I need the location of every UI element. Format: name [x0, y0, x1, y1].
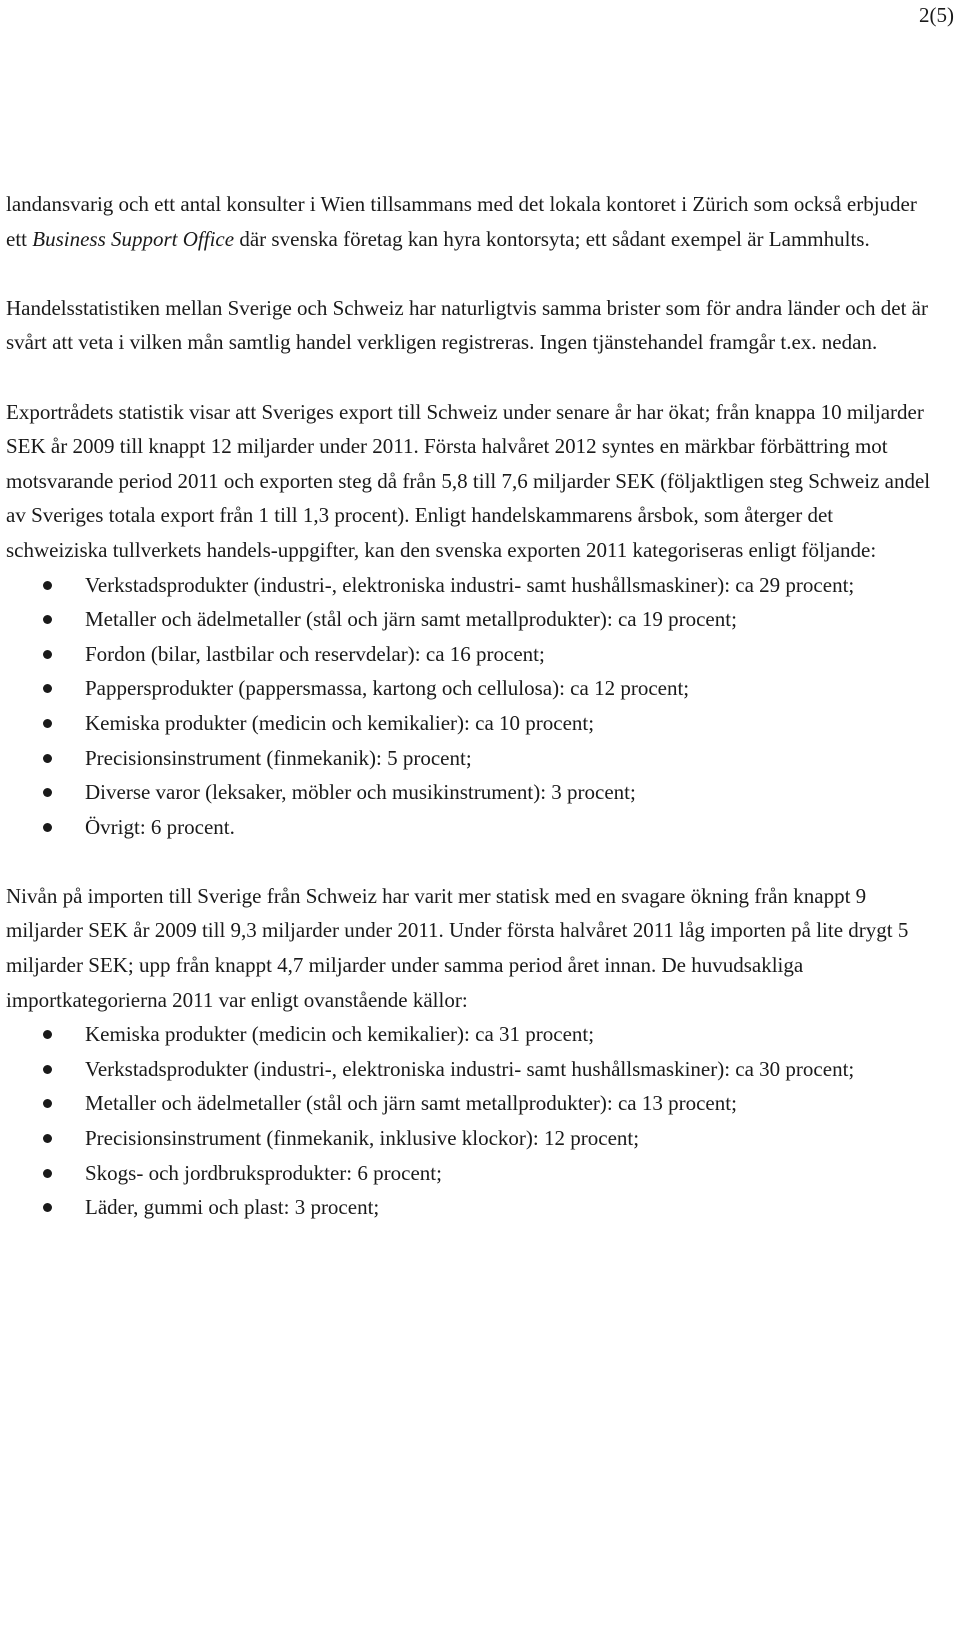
list-item — [6, 775, 936, 810]
list-item-text: Precisionsinstrument (finmekanik, inklusive klockor): 12 procent; — [85, 1126, 640, 1151]
bullet-icon — [43, 1030, 52, 1039]
bullet-icon — [43, 823, 52, 832]
business-support-office-term: Business Support Office — [32, 226, 235, 251]
list-item-text: Diverse varor (leksaker, möbler och musikinstrument): 3 procent; — [85, 780, 636, 805]
list-item — [6, 1190, 936, 1225]
list-item — [6, 810, 936, 845]
list-item-text: Kemiska produkter (medicin och kemikalier): ca 31 procent; — [85, 1022, 595, 1047]
paragraph-import: Nivån på importen till Sverige från Schweiz har varit mer statisk med en svagare ökning från knappt 9 miljarder SEK år 2009 till 9,3 miljarder under 2011. Under första halvåret 2011 låg importen på lite drygt 5 miljarder SEK; upp från knappt 4,7 miljarder under samma period året innan. De huvudsakliga importkategorierna 2011 var enligt ovanstående källor: — [6, 883, 909, 1012]
list-item — [6, 1052, 936, 1087]
list-item-text: Verkstadsprodukter (industri-, elektroniska industri- samt hushållsmaskiner): ca 30 procent; — [85, 1056, 855, 1081]
paragraph-intro-text-2: där svenska företag kan hyra kontorsyta; ett sådant exempel är Lammhults. — [234, 226, 870, 251]
bullet-icon — [43, 719, 52, 728]
list-item — [6, 602, 936, 637]
list-item — [6, 741, 936, 776]
bullet-icon — [43, 1169, 52, 1178]
list-item-text: Läder, gummi och plast: 3 procent; — [85, 1195, 380, 1220]
bullet-icon — [43, 754, 52, 763]
bullet-icon — [43, 1203, 52, 1212]
list-item-text: Skogs- och jordbruksprodukter: 6 procent; — [85, 1160, 442, 1185]
bullet-icon — [43, 581, 52, 590]
list-item — [6, 1156, 936, 1191]
export-category-list — [6, 568, 936, 845]
bullet-icon — [43, 1099, 52, 1108]
list-item — [6, 1086, 936, 1121]
bullet-icon — [43, 615, 52, 624]
bullet-icon — [43, 684, 52, 693]
bullet-icon — [43, 650, 52, 659]
list-item-text: Övrigt: 6 procent. — [85, 814, 235, 839]
list-item — [6, 706, 936, 741]
page-number: 2(5) — [919, 3, 954, 27]
list-item — [6, 671, 936, 706]
paragraph-export: Exportrådets statistik visar att Sveriges export till Schweiz under senare år har ökat; från knappa 10 miljarder SEK år 2009 till knappt 12 miljarder under 2011. Första halvåret 2012 syntes en märkbar förbättring mot motsvarande period 2011 och exporten steg då från 5,8 till 7,6 miljarder SEK (följaktligen steg Schweiz andel av Sveriges totala export från 1 till 1,3 procent). Enligt handelskammarens årsbok, som återger det schweiziska tullverkets handels-uppgifter, kan den svenska exporten 2011 kategoriseras enligt följande: — [6, 399, 931, 562]
paragraph-intro — [6, 187, 936, 256]
list-item — [6, 637, 936, 672]
list-item — [6, 1017, 936, 1052]
list-item-text: Verkstadsprodukter (industri-, elektroniska industri- samt hushållsmaskiner): ca 29 procent; — [85, 572, 855, 597]
paragraph-statistics: Handelsstatistiken mellan Sverige och Schweiz har naturligtvis samma brister som för andra länder och det är svårt att veta i vilken mån samtlig handel verkligen registreras. Ingen tjänstehandel framgår t.ex. nedan. — [6, 295, 928, 355]
list-item-text: Precisionsinstrument (finmekanik): 5 procent; — [85, 745, 472, 770]
bullet-icon — [43, 788, 52, 797]
list-item-text: Metaller och ädelmetaller (stål och järn samt metallprodukter): ca 19 procent; — [85, 607, 737, 632]
paragraph-intro-text-1: landansvarig och ett antal konsulter i Wien tillsammans med det lokala kontoret i Zürich som också erbjuder ett — [6, 192, 917, 251]
bullet-icon — [43, 1065, 52, 1074]
list-item-text: Metaller och ädelmetaller (stål och järn samt metallprodukter): ca 13 procent; — [85, 1091, 737, 1116]
document-body — [6, 187, 936, 1225]
list-item-text: Pappersprodukter (pappersmassa, kartong och cellulosa): ca 12 procent; — [85, 676, 690, 701]
bullet-icon — [43, 1134, 52, 1143]
list-item — [6, 568, 936, 603]
list-item-text: Kemiska produkter (medicin och kemikalier): ca 10 procent; — [85, 710, 595, 735]
list-item-text: Fordon (bilar, lastbilar och reservdelar): ca 16 procent; — [85, 641, 545, 666]
import-category-list — [6, 1017, 936, 1225]
list-item — [6, 1121, 936, 1156]
